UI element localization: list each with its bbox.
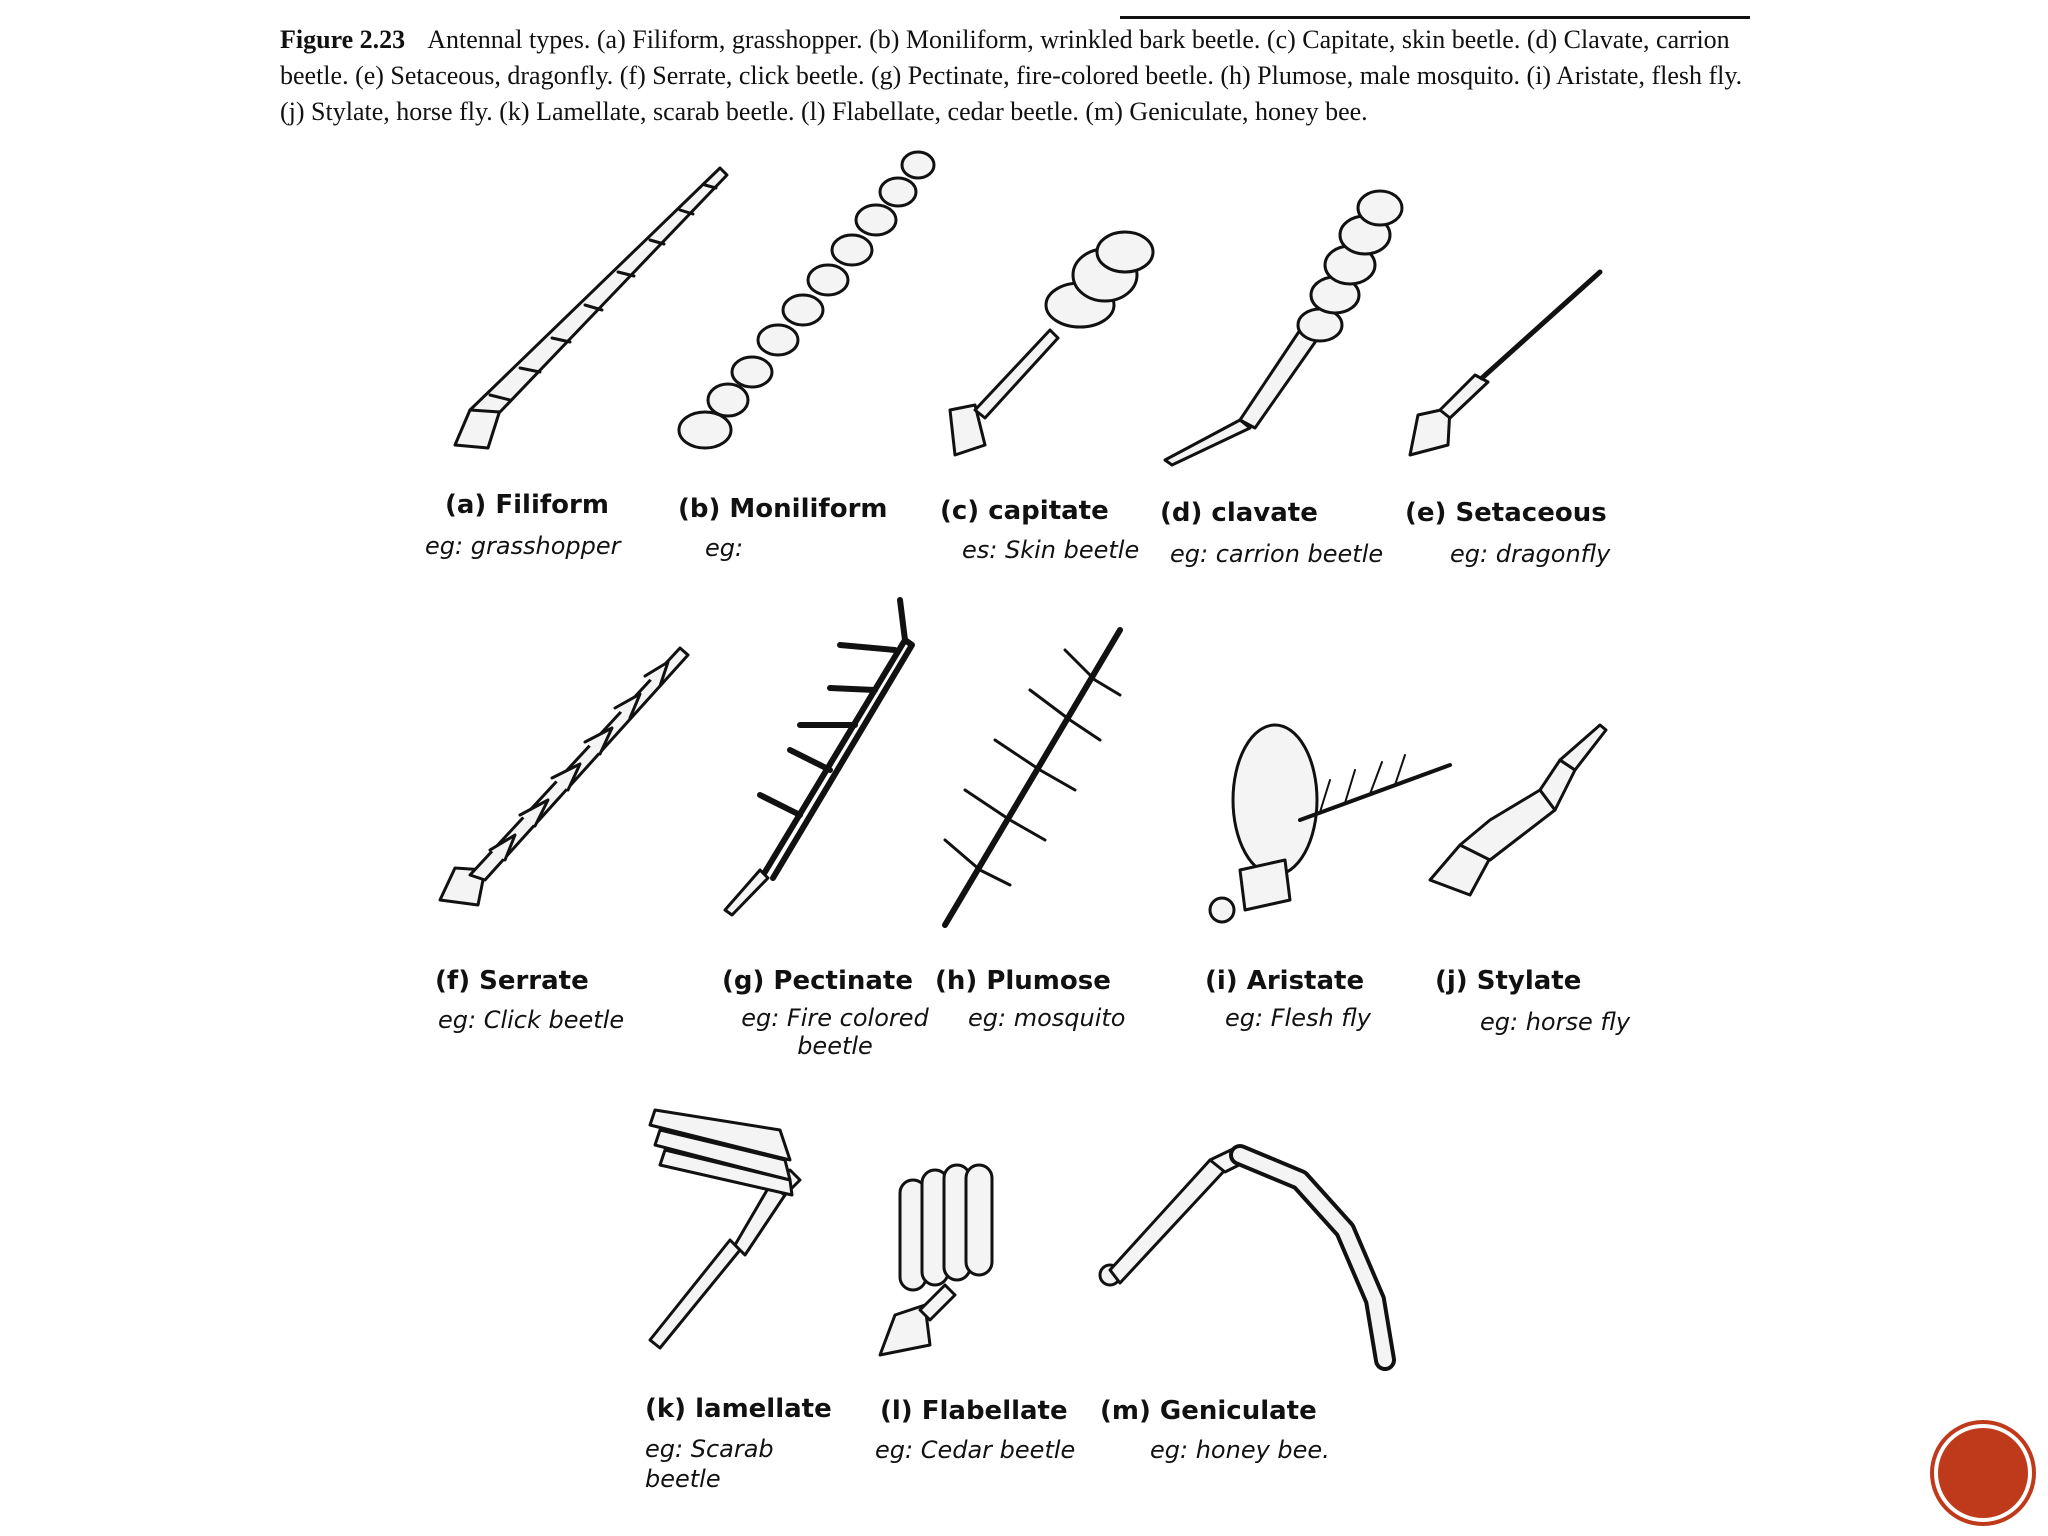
example-geniculate: eg: honey bee. bbox=[1150, 1436, 1330, 1464]
example-flabellate: eg: Cedar beetle bbox=[875, 1436, 1076, 1464]
label-serrate: (f) Serrate bbox=[435, 966, 589, 996]
example-capitate: es: Skin beetle bbox=[962, 536, 1140, 564]
label-setaceous: (e) Setaceous bbox=[1405, 498, 1607, 528]
label-clavate: (d) clavate bbox=[1160, 498, 1318, 528]
antenna-capitate bbox=[950, 232, 1153, 455]
antenna-stylate bbox=[1430, 725, 1606, 895]
label-aristate: (i) Aristate bbox=[1205, 966, 1365, 996]
label-filiform: (a) Filiform bbox=[445, 490, 609, 520]
example-aristate: eg: Flesh fly bbox=[1225, 1004, 1372, 1032]
label-moniliform: (b) Moniliform bbox=[678, 494, 888, 524]
label-plumose: (h) Plumose bbox=[935, 966, 1111, 996]
label-lamellate: (k) lamellate bbox=[645, 1394, 832, 1424]
label-capitate: (c) capitate bbox=[940, 496, 1109, 526]
antenna-aristate bbox=[1210, 725, 1450, 922]
antenna-clavate bbox=[1165, 191, 1402, 465]
example-lamellate: eg: Scarab beetle bbox=[645, 1435, 774, 1493]
antenna-flabellate bbox=[880, 1165, 992, 1355]
antenna-serrate bbox=[440, 648, 688, 905]
example-serrate: eg: Click beetle bbox=[438, 1006, 625, 1034]
antenna-pectinate bbox=[725, 600, 912, 915]
example-stylate: eg: horse fly bbox=[1480, 1008, 1631, 1036]
example-setaceous: eg: dragonfly bbox=[1450, 540, 1611, 568]
example-plumose: eg: mosquito bbox=[968, 1004, 1126, 1032]
figure-number: Figure 2.23 bbox=[280, 25, 406, 54]
circle-button-icon[interactable] bbox=[1934, 1424, 2032, 1522]
caption-text: Antennal types. (a) Filiform, grasshopper. (b) Moniliform, wrinkled bark beetle. (c) Capitate, skin beetle. (d) Clavate, carrion beetle. (e) Setaceous, dragonfly. (f) Serrate, click beetle. (g) Pectinate, fire-colored beetle. (h) Plumose, male mosquito. (i) Aristate, flesh fly. (j) Stylate, horse fly. (k) Lamellate, scarab beetle. (l) Flabellate, cedar beetle. (m) Geniculate, honey bee. bbox=[280, 25, 1743, 126]
example-clavate: eg: carrion beetle bbox=[1170, 540, 1384, 568]
label-geniculate: (m) Geniculate bbox=[1100, 1396, 1317, 1426]
antenna-lamellate bbox=[650, 1110, 800, 1348]
example-pectinate: eg: Fire colored beetle bbox=[741, 1004, 929, 1060]
antenna-setaceous bbox=[1410, 272, 1600, 455]
antenna-plumose bbox=[945, 630, 1120, 925]
antenna-filiform bbox=[455, 168, 727, 448]
label-stylate: (j) Stylate bbox=[1435, 966, 1582, 996]
example-moniliform: eg: bbox=[705, 534, 744, 562]
antenna-moniliform bbox=[679, 152, 937, 448]
label-flabellate: (l) Flabellate bbox=[880, 1396, 1068, 1426]
example-filiform: eg: grasshopper bbox=[425, 532, 621, 560]
label-pectinate: (g) Pectinate bbox=[722, 966, 913, 996]
antenna-geniculate bbox=[1100, 1148, 1385, 1360]
